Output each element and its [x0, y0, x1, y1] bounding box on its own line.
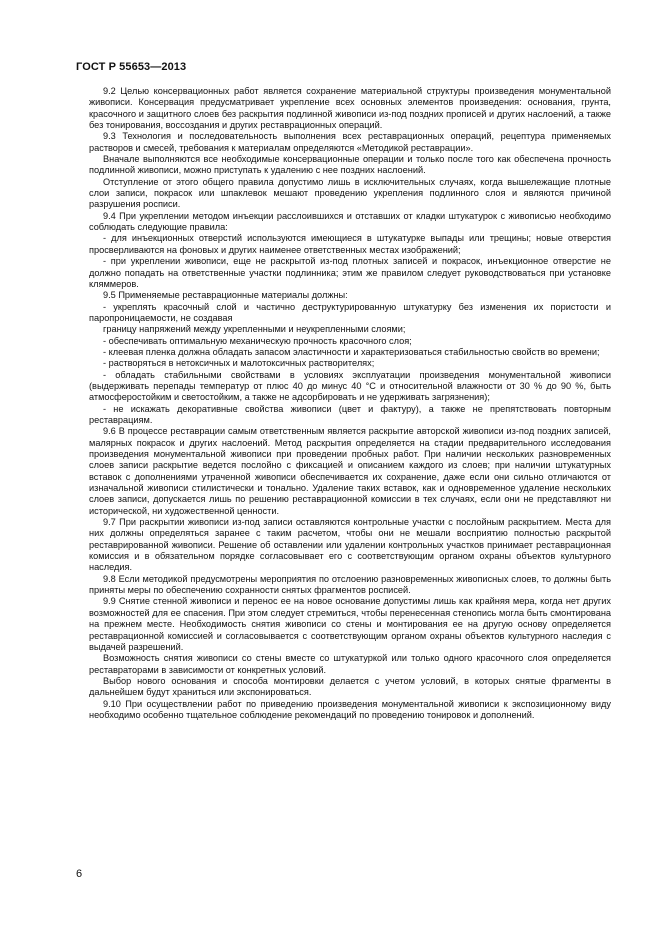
list-item: - при укреплении живописи, еще не раскрытой из-под плотных записей и покрасок, инъекционное отверстие не должно попадать на ответственные участки подлинника; этим же правилом следует руководствоваться при установке кляммеров.: [89, 256, 611, 289]
paragraph-9-9: 9.9 Снятие стенной живописи и перенос ее на новое основание допустимы лишь как крайняя мера, когда нет других возможностей для ее спасения. При этом следует стремиться, чтобы перенесенная стенопись могла быть смонтирована на прежнем месте. Необходимость снятия живописи со стены и монтирования ее на другую основу определяется реставрационной комиссией и согласовывается с соответствующим органом охраны объектов культурного наследия с выдачей разрешений.: [89, 596, 611, 652]
list-item-continuation: границу напряжений между укрепленными и неукрепленными слоями;: [103, 324, 406, 335]
list-item: - для инъекционных отверстий используются имеющиеся в штукатурке выпады или трещины; новые отверстия просверливаются на фоновых и других наименее ответственных местах изображений;: [89, 233, 611, 255]
paragraph-9-7: 9.7 При раскрытии живописи из-под записи оставляются контрольные участки с послойным раскрытием. Места для них должны определяться заранее с таким расчетом, чтобы они не мешали восприятию полностью раскрытой реставрированной живописи. Решение об оставлении или удалении контрольных участков принимает реставрационная комиссия и в обязательном порядке согласовывает его с соответствующим органом охраны объектов культурного наследия.: [89, 517, 611, 573]
list-item: - клеевая пленка должна обладать запасом эластичности и характеризоваться стабильностью свойств во времени;: [103, 346, 600, 357]
page-number: 6: [76, 868, 83, 880]
list-item: - обладать стабильными свойствами в условиях эксплуатации произведения монументальной живописи (выдерживать перепады температур от плюс 40 до минус 40 °С и относительной влажности от 30 % до 90 %, быть атмосферостойким и светостойким, а также не адсорбировать и не удерживать загрязнения);: [89, 369, 611, 403]
paragraph-9-4: 9.4 При укреплении методом инъекции расслоившихся и отставших от кладки штукатурок с живописью необходимо соблюдать следующие правила:: [89, 210, 611, 233]
paragraph: Отступление от этого общего правила допустимо лишь в исключительных случаях, когда вышележащие плотные слои записи, покрасок или шпаклевок мешают проведению укрепления подлинного слоя и являются причиной разрушения росписи.: [89, 176, 611, 210]
document-body: [89, 86, 611, 721]
paragraph-9-10: 9.10 При осуществлении работ по приведению произведения монументальной живописи к экспозиционному виду необходимо особенно тщательное соблюдение рекомендаций по проведению тонировок и дополнений.: [89, 698, 611, 720]
paragraph-9-6: 9.6 В процессе реставрации самым ответственным является раскрытие авторской живописи из-под поздних записей, малярных покрасок и других наслоений. Метод раскрытия определяется на стадии предварительного исследования произведения монументальной живописи при проведении пробных работ. При наличии нескольких разновременных слоев записи раскрытие ведется послойно с фиксацией и описанием каждого из слоев; при наличии штукатурных вставок с дополнениями утраченной живописи обеспечивается их сохранение, даже если они сильно отличаются от изначальной живописи стилистически и тонально. Удаление таких вставок, как и одновременное удаление нескольких слоев записи, допускается лишь по решению реставрационной комиссии в тех случаях, если они не представляют ни исторической, ни художественной ценности.: [89, 426, 611, 516]
paragraph-9-3: 9.3 Технология и последовательность выполнения всех реставрационных операций, рецептура применяемых растворов и смесей, требования к материалам определяются «Методикой реставрации».: [89, 131, 611, 153]
paragraph-9-5: 9.5 Применяемые реставрационные материалы должны:: [103, 290, 348, 301]
list-item: - не искажать декоративные свойства живописи (цвет и фактуру), а также не препятствовать повторным реставрациям.: [89, 403, 611, 425]
paragraph-9-2: 9.2 Целью консервационных работ является сохранение материальной структуры произведения монументальной живописи. Консервация предусматривает укрепление всех основных элементов произведения: основания, грунта, красочного и защитного слоев без раскрытия подлинной живописи из-под поздних прописей и других наслоений, а также без тонирования, воссоздания и других реставрационных операций.: [89, 86, 611, 131]
paragraph: Вначале выполняются все необходимые консервационные операции и только после того как обеспечена прочность подлинной живописи, можно приступать к удалению с нее поздних наслоений.: [89, 154, 611, 176]
list-item: - укреплять красочный слой и частично деструктурированную штукатурку без изменения их пористости и паропроницаемости, не создавая: [89, 301, 611, 323]
paragraph: Выбор нового основания и способа монтировки делается с учетом условий, в которых снятые фрагменты в дальнейшем будут храниться или экспонироваться.: [89, 675, 611, 698]
paragraph: Возможность снятия живописи со стены вместе со штукатуркой или только одного красочного слоя определяется реставраторами в зависимости от конкретных условий.: [89, 653, 611, 675]
paragraph-9-8: 9.8 Если методикой предусмотрены мероприятия по отслоению разновременных живописных слоев, то должны быть приняты меры по обеспечению сохранности снятых фрагментов росписей.: [89, 573, 611, 596]
list-item: - обеспечивать оптимальную механическую прочность красочного слоя;: [103, 335, 412, 346]
standard-header: ГОСТ Р 55653—2013: [76, 61, 187, 73]
list-item: - растворяться в нетоксичных и малотоксичных растворителях;: [103, 358, 375, 369]
